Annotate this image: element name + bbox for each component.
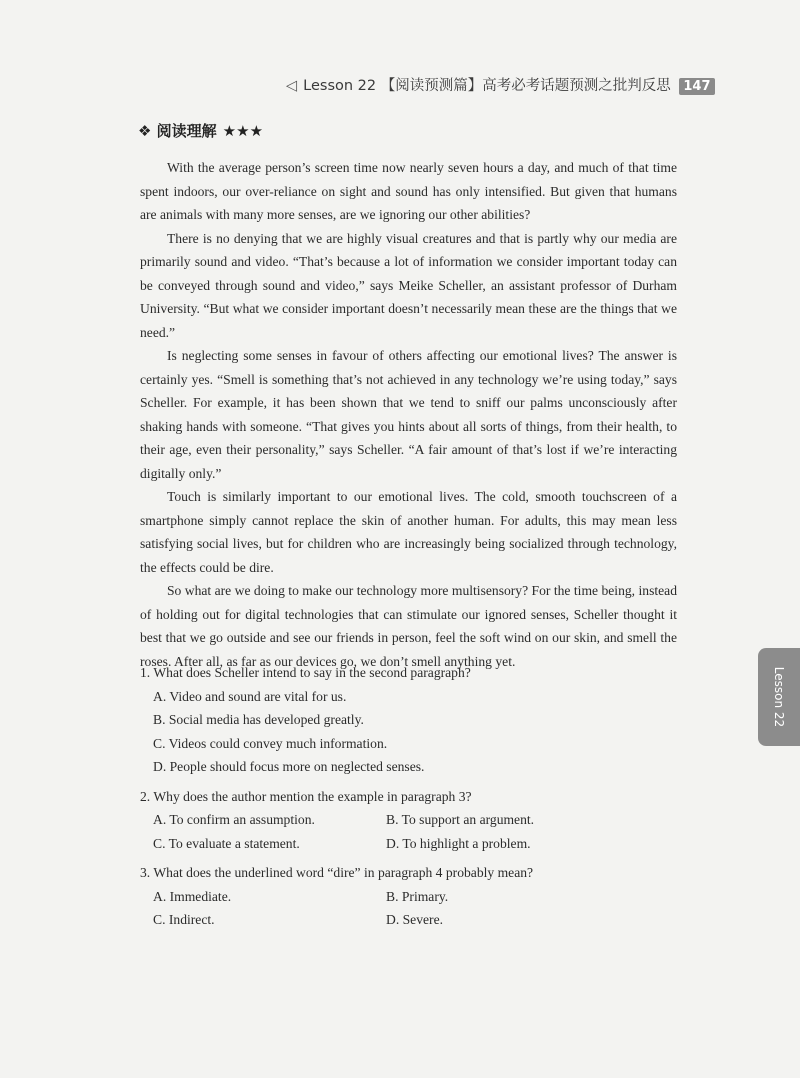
option-b: B. To support an argument. <box>386 812 535 827</box>
option-c: C. Indirect. <box>153 912 215 927</box>
option-b: B. Social media has developed greatly. <box>153 712 364 727</box>
lesson-side-tab <box>758 648 800 746</box>
reading-passage <box>140 156 677 673</box>
option-c: C. To evaluate a statement. <box>153 835 300 851</box>
question-2 <box>140 785 677 856</box>
option-c: C. Videos could convey much information. <box>153 735 388 751</box>
passage-paragraph: Touch is similarly important to our emotional lives. The cold, smooth touchscreen of a smartphone simply cannot replace the skin of another human. For adults, this may mean less satisfying social lives, but for children who are increasingly being socialized through technology, the effects could be dire. <box>140 489 677 575</box>
question-stem: 2. Why does the author mention the example in paragraph 3? <box>140 788 472 804</box>
passage-paragraph: With the average person’s screen time now nearly seven hours a day, and much of that time spent indoors, our over-reliance on sight and sound has only intensified. But given that humans are animals with many more senses, are we ignoring our other abilities? <box>140 160 677 222</box>
question-list <box>140 661 677 938</box>
running-header <box>286 74 711 100</box>
option-a: A. To confirm an assumption. <box>153 812 315 827</box>
option-a: A. Immediate. <box>153 888 232 904</box>
option-grid <box>140 885 677 932</box>
side-tab-label: Lesson 22 <box>772 666 786 728</box>
section-heading <box>138 120 263 141</box>
header-title: Lesson 22 【阅读预测篇】高考必考话题预测之批判反思 <box>303 78 671 94</box>
question-stem: 1. What does Scheller intend to say in the second paragraph? <box>140 665 471 680</box>
passage-paragraph: Is neglecting some senses in favour of others affecting our emotional lives? The answer is certainly yes. “Smell is something that’s not achieved in any technology we’re using today,” says Scheller. For example, it has been shown that we tend to sniff our palms unconsciously after shaking hands with someone. “That gives you hints about all sorts of things, from their health, to their age, even their personality,” says Scheller. “A fair amount of that’s lost if we’re interacting digitally only.” <box>140 348 677 481</box>
question-stem: 3. What does the underlined word “dire” in paragraph 4 probably mean? <box>140 865 534 880</box>
left-triangle-icon: ◁ <box>286 78 298 94</box>
difficulty-stars: ★★★ <box>222 122 264 140</box>
section-title: ❖ 阅读理解 <box>138 122 217 140</box>
option-a: A. Video and sound are vital for us. <box>153 688 347 704</box>
option-d: D. To highlight a problem. <box>386 835 531 851</box>
passage-paragraph: So what are we doing to make our technology more multisensory? For the time being, instead of holding out for digital technologies that can stimulate our ignored senses, Scheller thought it best that we go outside and see our friends in person, feel the soft wind on our skin, and smell the roses. After all, as far as our devices go, we don’t smell anything yet. <box>140 583 677 669</box>
page-number: 147 <box>679 78 714 95</box>
question-3 <box>140 861 677 932</box>
option-d: D. People should focus more on neglected senses. <box>153 759 425 774</box>
passage-paragraph: There is no denying that we are highly visual creatures and that is partly why our media are primarily sound and video. “That’s because a lot of information we consider important today can be conveyed through sound and video,” says Meike Scheller, an assistant professor of Durham University. “But what we consider important doesn’t necessarily mean these are the things that we need.” <box>140 230 677 340</box>
option-d: D. Severe. <box>386 912 443 927</box>
option-b: B. Primary. <box>386 888 449 904</box>
question-1 <box>140 661 677 779</box>
option-grid <box>140 808 677 855</box>
